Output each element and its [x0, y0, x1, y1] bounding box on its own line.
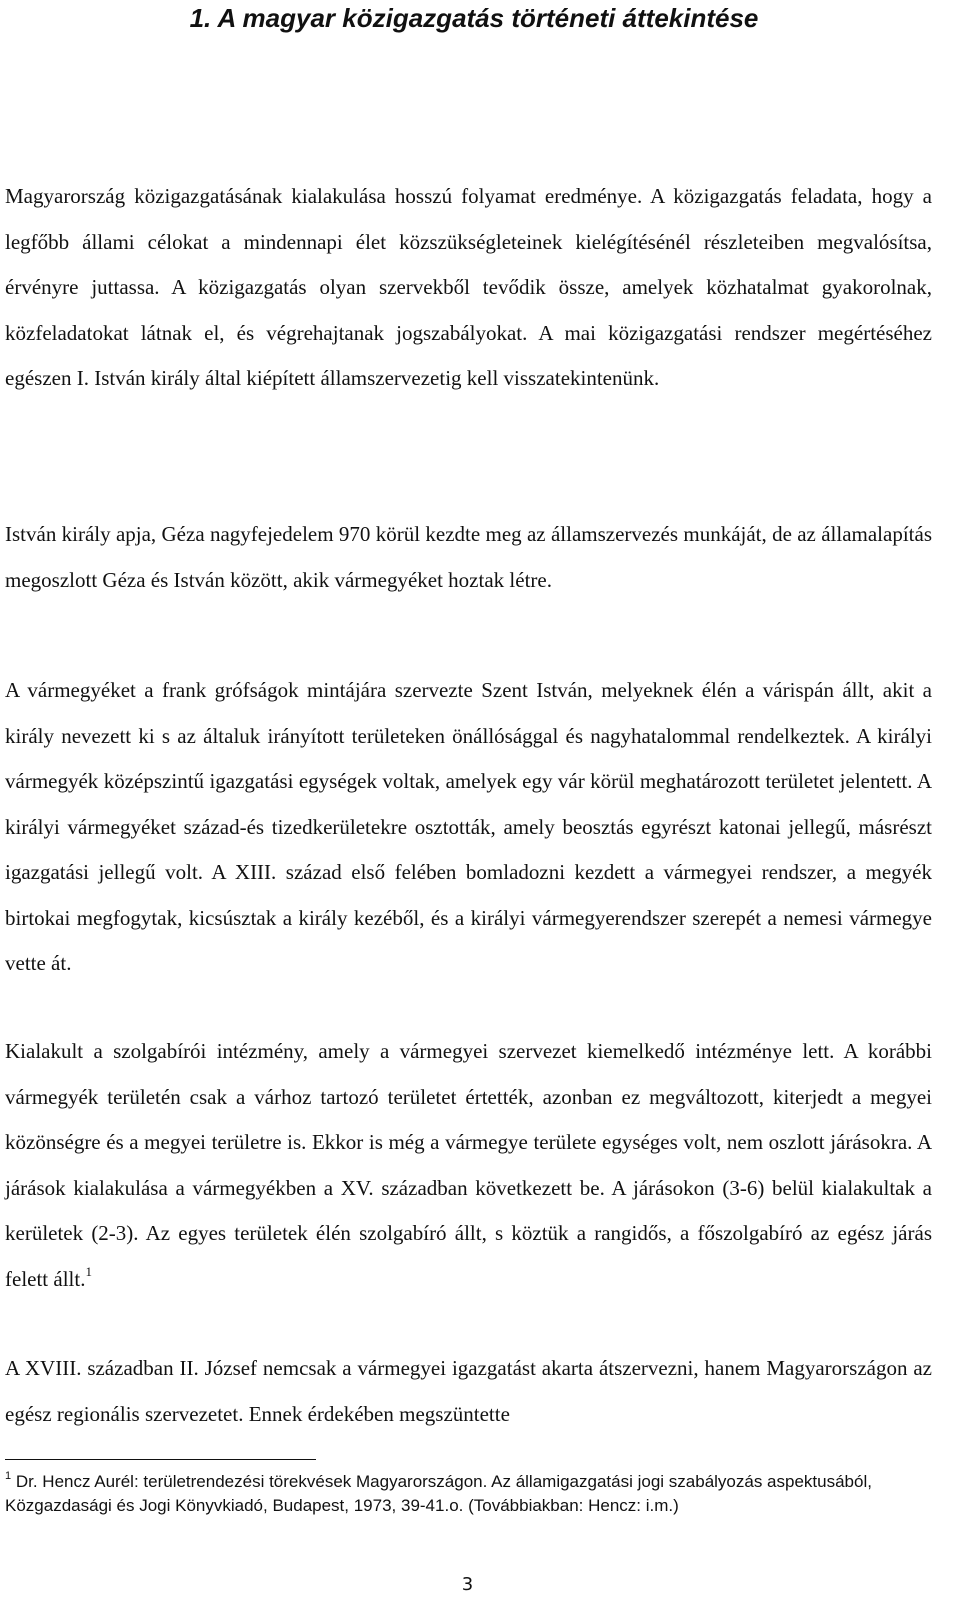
body-paragraph: Magyarország közigazgatásának kialakulása hosszú folyamat eredménye. A közigazgatás feladata, hogy a legfőbb állami célokat a mindennapi élet közszükségleteinek kielégítésénél részleteiben megvalósítsa, érvényre juttassa. A közigazgatás olyan szervekből tevődik össze, amelyek közhatalmat gyakorolnak, közfeladatokat látnak el, és végrehajtanak jogszabályokat. A mai közigazgatási rendszer megértéséhez egészen I. István király által kiépített államszervezetig kell visszatekintenünk.	[5, 184, 932, 390]
body-paragraph: A vármegyéket a frank grófságok mintájára szervezte Szent István, melyeknek élén a várispán állt, akit a király nevezett ki s az általuk irányított területeken önállósággal és nagyhatalommal rendelkeztek. A királyi vármegyék középszintű igazgatási egységek voltak, amelyek egy vár körül meghatározott területet jelentett. A királyi vármegyéket század-és tizedkerületekre osztották, amely beosztás egyrészt katonai jellegű, másrészt igazgatási jellegű volt. A XIII. század első felében bomladozni kezdett a vármegyei rendszer, a megyék birtokai megfogytak, kicsúsztak a király kezéből, és a királyi vármegyerendszer szerepét a nemesi vármegye vette át.	[5, 678, 932, 975]
footnote-reference[interactable]: 1	[85, 1263, 92, 1279]
footnote	[5, 1470, 932, 1518]
body-paragraph: A XVIII. században II. József nemcsak a vármegyei igazgatást akarta átszervezni, hanem Magyarországon az egész regionális szervezetet. Ennek érdekében megszüntette	[5, 1356, 932, 1426]
paragraph-text: Kialakult a szolgabírói intézmény, amely a vármegyei szervezet kiemelkedő intézménye lett. A korábbi vármegyék területén csak a várhoz tartozó területet értették, azonban ez megváltozott, kiterjedt a megyei közönségre és a megyei területre is. Ekkor is még a vármegye területe egységes volt, nem oszlott járásokra. A járások kialakulása a vármegyékben a XV. században következett be. A járásokon (3-6) belül kialakultak a kerületek (2-3). Az egyes területek élén szolgabíró állt, s köztük a rangidős, a főszolgabíró az egész járás felett állt.	[5, 1039, 932, 1291]
body-paragraph: István király apja, Géza nagyfejedelem 970 körül kezdte meg az államszervezés munkáját, de az államalapítás megoszlott Géza és István között, akik vármegyéket hoztak létre.	[5, 522, 932, 592]
footnote-marker: 1	[5, 1470, 12, 1482]
chapter-title: 1. A magyar közigazgatás történeti áttekintése	[189, 3, 759, 33]
body-paragraph	[5, 1029, 932, 1302]
footnote-separator	[5, 1459, 316, 1460]
page-number: 3	[461, 1574, 474, 1595]
footnote-text: Dr. Hencz Aurél: területrendezési törekvések Magyarországon. Az államigazgatási jogi szabályozás aspektusából, Közgazdasági és Jogi Könyvkiadó, Budapest, 1973, 39-41.o. (Továbbiakban: Hencz: i.m.)	[5, 1472, 872, 1515]
